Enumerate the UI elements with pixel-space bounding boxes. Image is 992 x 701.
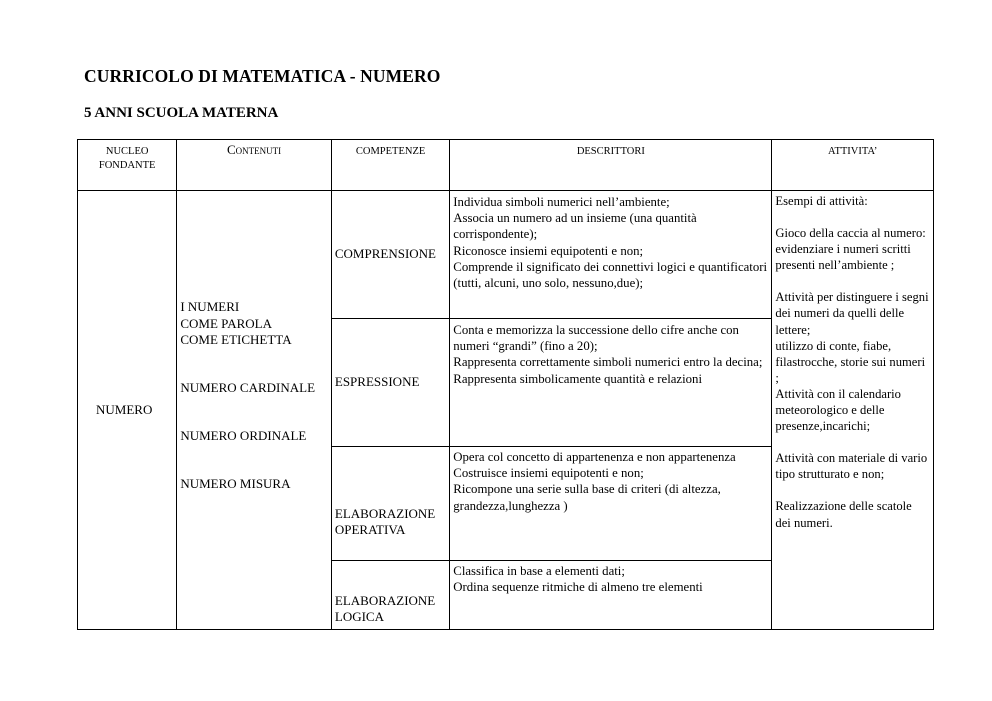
competenza-cell: COMPRENSIONE bbox=[331, 191, 449, 319]
descrittori-cell: Classifica in base a elementi dati; Ordina sequenze ritmiche di almeno tre elementi bbox=[450, 561, 772, 630]
competenza-cell: ELABORAZIONE OPERATIVA bbox=[331, 447, 449, 561]
contenuti-cell bbox=[177, 191, 332, 630]
table-row bbox=[78, 191, 934, 319]
header-nucleo: NUCLEO FONDANTE bbox=[78, 140, 177, 191]
contenuto-item: NUMERO MISURA bbox=[180, 476, 291, 492]
attivita-item: Esempi di attività: bbox=[775, 194, 868, 208]
page-title: CURRICOLO DI MATEMATICA - NUMERO bbox=[84, 66, 441, 86]
descrittori-cell: Opera col concetto di appartenenza e non appartenenza Costruisce insiemi equipotenti e non; Ricompone una serie sulla base di criteri (di altezza, grandezza,lunghezza ) bbox=[450, 447, 772, 561]
attivita-cell bbox=[772, 191, 934, 630]
page-subtitle: 5 ANNI SCUOLA MATERNA bbox=[84, 105, 279, 121]
competenza-cell: ESPRESSIONE bbox=[331, 319, 449, 447]
competenza-cell: ELABORAZIONE LOGICA bbox=[331, 561, 449, 630]
attivita-item: Gioco della caccia al numero: evidenziare i numeri scritti presenti nell’ambiente ; bbox=[775, 226, 926, 273]
contenuto-item: NUMERO ORDINALE bbox=[180, 428, 307, 444]
attivita-item: Realizzazione delle scatole dei numeri. bbox=[775, 499, 912, 530]
curriculum-table bbox=[77, 139, 934, 630]
contenuto-item: COME PAROLA bbox=[180, 315, 272, 331]
table-header-row bbox=[78, 140, 934, 191]
contenuto-item: NUMERO CARDINALE bbox=[180, 380, 316, 395]
attivita-item: Attività con materiale di vario tipo strutturato e non; bbox=[775, 451, 928, 482]
descrittori-cell: Conta e memorizza la successione dello cifre anche con numeri “grandi” (fino a 20); Rappresenta correttamente simboli numerici entro la decina; Rappresenta simbolicamente quantità e relazioni bbox=[450, 319, 772, 447]
nucleo-cell: NUMERO bbox=[78, 191, 177, 630]
attivita-item: Attività per distinguere i segni dei numeri da quelli delle lettere; utilizzo di conte, fiabe, filastrocche, storie sui numeri ; Attività con il calendario meteorologico e delle presenze,incarichi; bbox=[775, 290, 929, 434]
contenuto-item: I NUMERI bbox=[180, 299, 240, 315]
header-competenze: COMPETENZE bbox=[331, 140, 449, 191]
descrittori-cell: Individua simboli numerici nell’ambiente; Associa un numero ad un insieme (una quantità corrispondente); Riconosce insiemi equipotenti e non; Comprende il significato dei connettivi logici e quantificatori (tutti, alcuni, uno solo, nessuno,due); bbox=[450, 191, 772, 319]
contenuto-item: COME ETICHETTA bbox=[180, 331, 292, 347]
header-descrittori: DESCRITTORI bbox=[450, 140, 772, 191]
header-attivita: ATTIVITA’ bbox=[772, 140, 934, 191]
header-contenuti: Contenuti bbox=[177, 140, 332, 191]
